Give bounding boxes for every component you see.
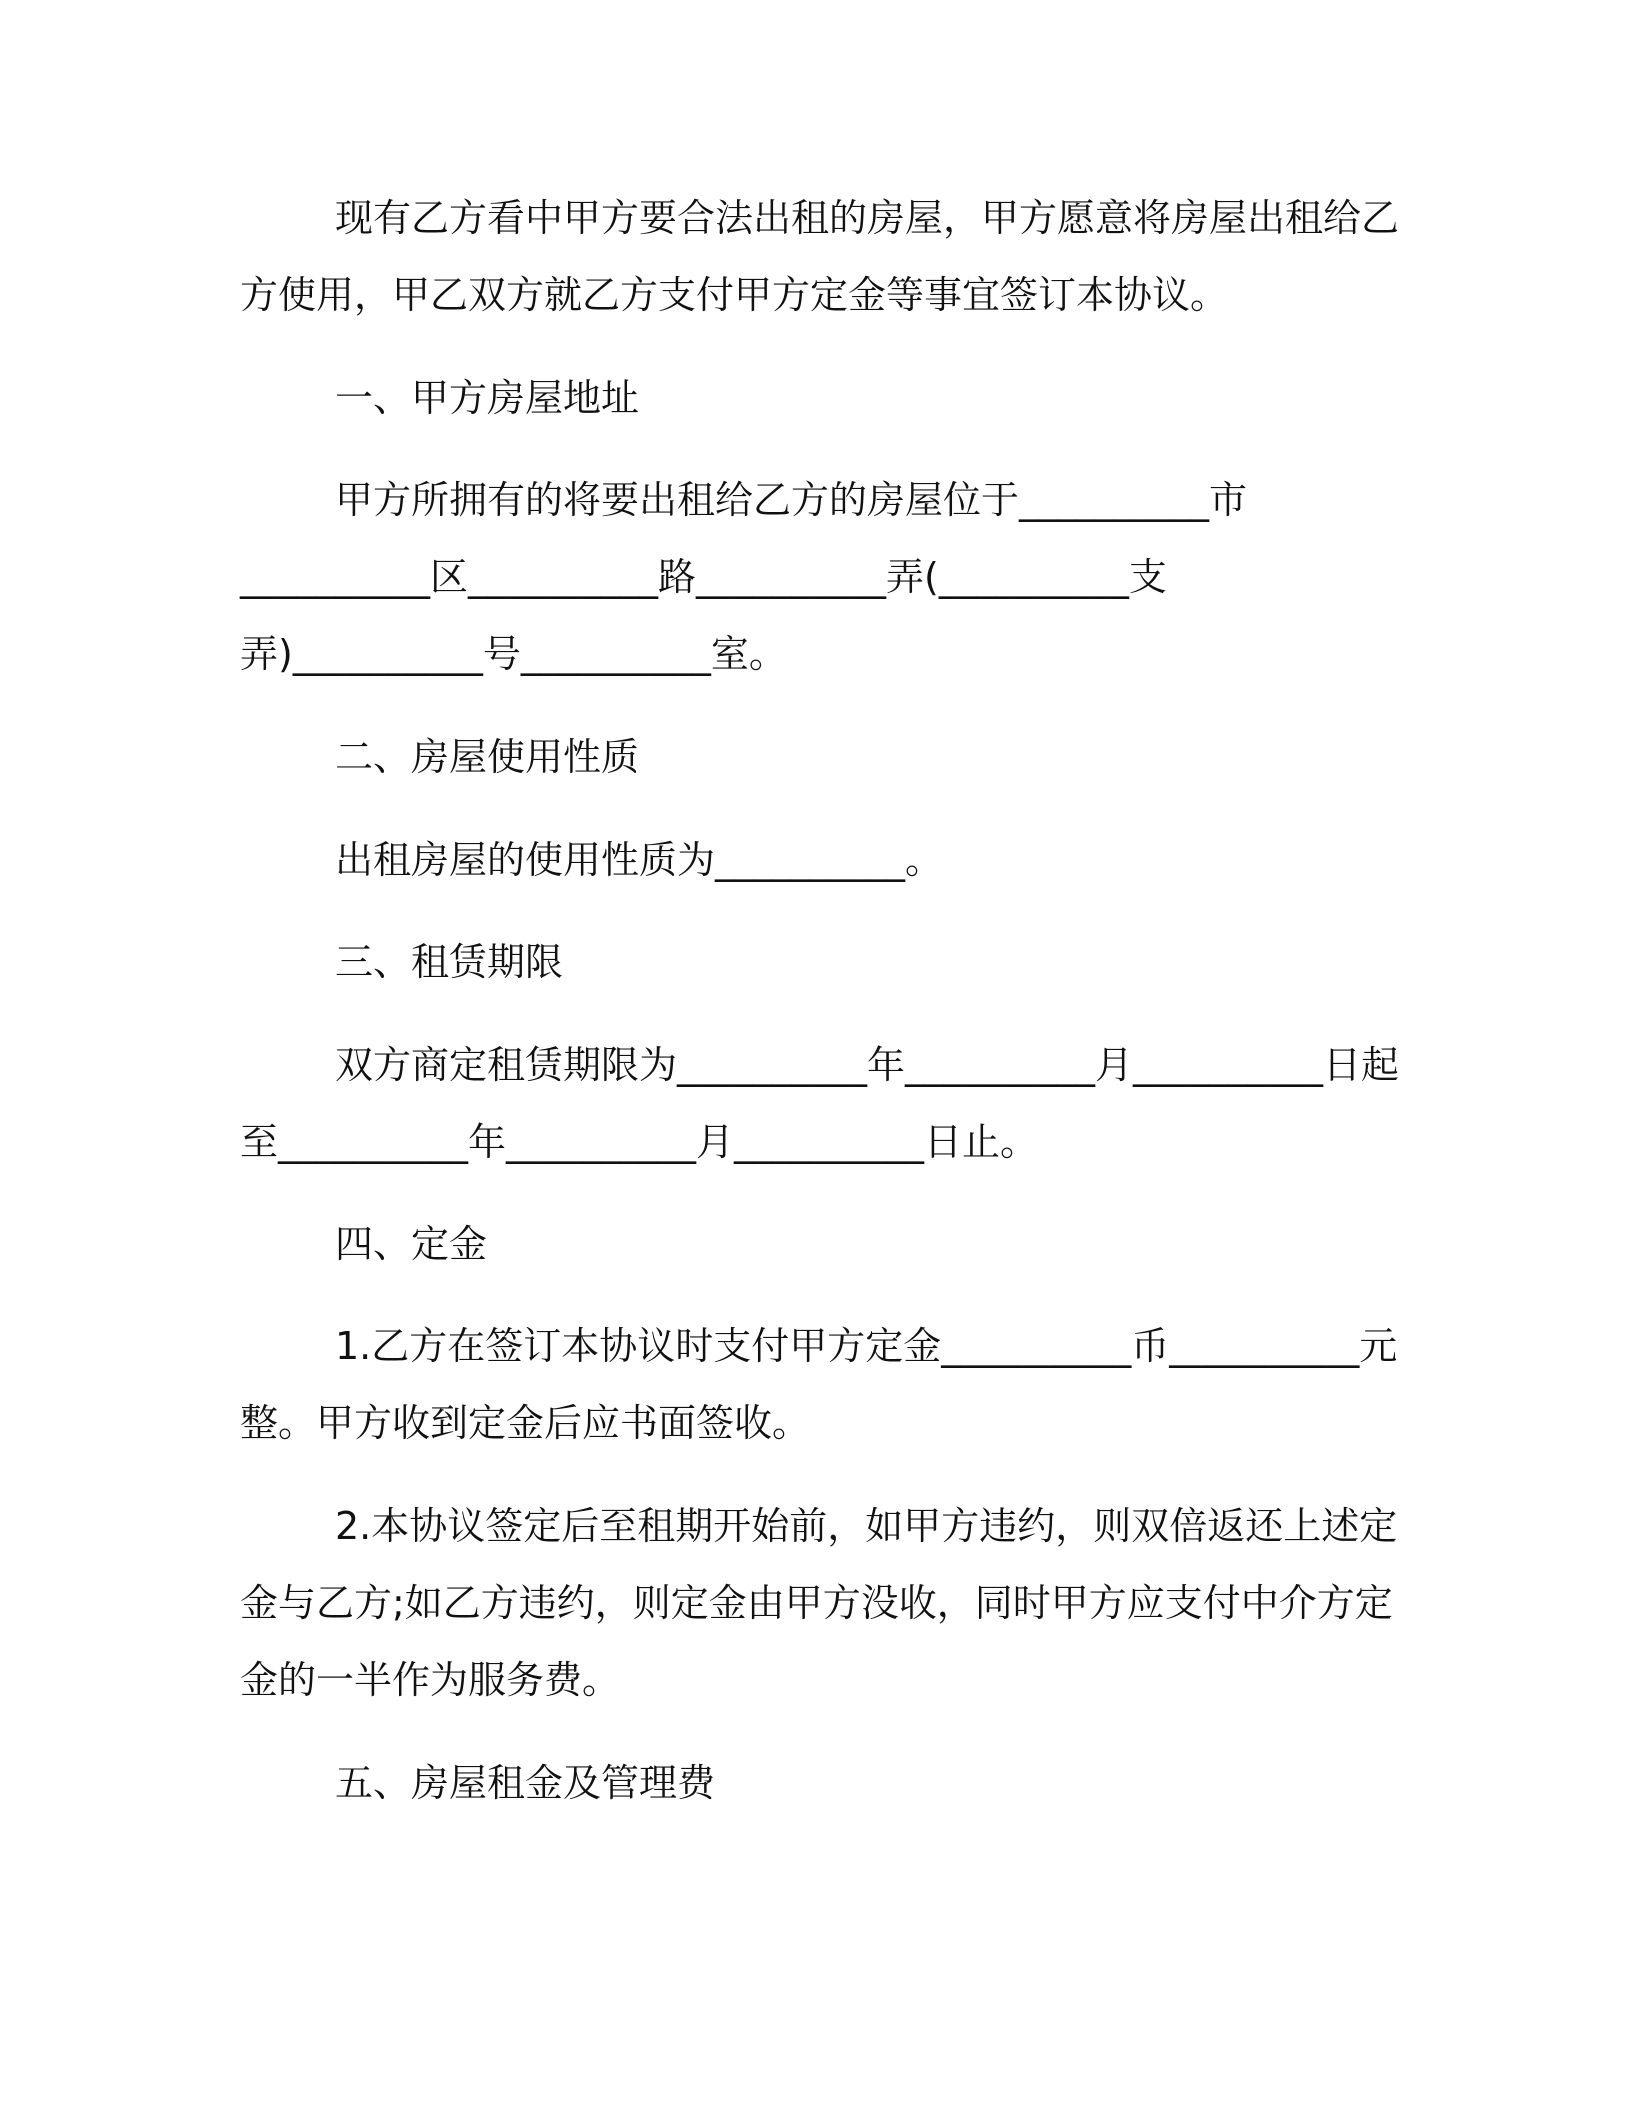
section-4-item-2-line-3: 金的一半作为服务费。 [240, 1658, 621, 1702]
section-3-line-2: 至__________年__________月__________日止。 [240, 1120, 1039, 1164]
section-1-line-1: 甲方所拥有的将要出租给乙方的房屋位于__________市 [335, 478, 1248, 522]
section-4-item-1-line-1: 1.乙方在签订本协议时支付甲方定金__________币__________元 [335, 1324, 1398, 1368]
section-2-heading: 二、房屋使用性质 [335, 735, 640, 779]
section-4-item-1-line-2: 整。甲方收到定金后应书面签收。 [240, 1401, 811, 1445]
section-1-heading: 一、甲方房屋地址 [335, 376, 640, 420]
section-3-heading: 三、租赁期限 [335, 940, 564, 984]
section-1-line-3: 弄)__________号__________室。 [240, 632, 787, 676]
section-4-item-2-line-1: 2.本协议签定后至租期开始前，如甲方违约，则双倍返还上述定 [335, 1504, 1398, 1548]
intro-line-1: 现有乙方看中甲方要合法出租的房屋，甲方愿意将房屋出租给乙 [335, 196, 1400, 240]
section-2-line-1: 出租房屋的使用性质为__________。 [335, 838, 944, 882]
section-5-heading: 五、房屋租金及管理费 [335, 1761, 716, 1805]
section-4-item-2-line-2: 金与乙方;如乙方违约，则定金由甲方没收，同时甲方应支付中介方定 [240, 1581, 1393, 1625]
section-1-line-2: __________区__________路__________弄(__________支 [240, 555, 1167, 599]
intro-line-2: 方使用，甲乙双方就乙方支付甲方定金等事宜签订本协议。 [240, 273, 1229, 317]
section-3-line-1: 双方商定租赁期限为__________年__________月__________日起 [335, 1043, 1400, 1087]
section-4-heading: 四、定金 [335, 1222, 488, 1266]
